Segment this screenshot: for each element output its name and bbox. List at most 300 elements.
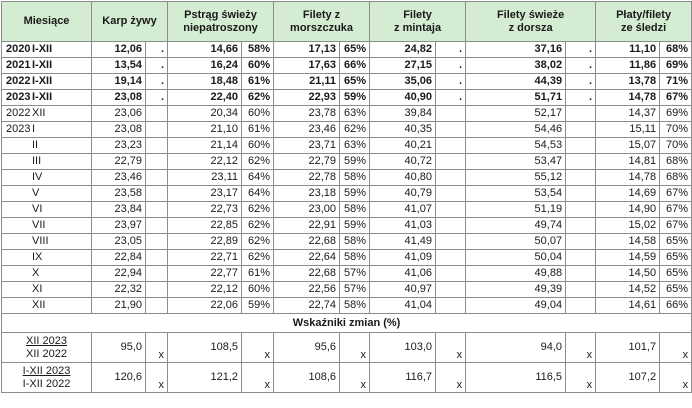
cod-price: 49,39 <box>466 282 566 298</box>
pollock-price: 41,49 <box>370 234 436 250</box>
pollock-mark <box>436 138 466 154</box>
table-row <box>2 106 692 122</box>
trout-change-index: 108,5 <box>168 333 242 363</box>
cod-mark: . <box>566 90 596 106</box>
hake-share: 66% <box>340 58 370 74</box>
herring-change-index: 107,2 <box>596 363 660 393</box>
pollock-price: 41,03 <box>370 218 436 234</box>
cod-price: 44,39 <box>466 74 566 90</box>
herring-price: 14,50 <box>596 266 660 282</box>
period-cell <box>2 298 92 314</box>
carp-mark: . <box>146 90 168 106</box>
period-cell <box>2 250 92 266</box>
carp-price: 19,14 <box>92 74 146 90</box>
herring-share: 67% <box>660 90 692 106</box>
hake-price: 23,46 <box>274 122 340 138</box>
month-label: XI <box>32 283 43 295</box>
pollock-mark <box>436 170 466 186</box>
year-label: 2023 <box>6 123 31 135</box>
trout-price: 22,06 <box>168 298 242 314</box>
hake-share: 65% <box>340 74 370 90</box>
cod-mark <box>566 218 596 234</box>
table-row <box>2 266 692 282</box>
trout-price: 14,66 <box>168 42 242 58</box>
pollock-price: 40,35 <box>370 122 436 138</box>
cod-price: 52,17 <box>466 106 566 122</box>
carp-price: 22,84 <box>92 250 146 266</box>
month-label: XII <box>32 299 46 311</box>
carp-mark: . <box>146 74 168 90</box>
carp-mark <box>146 218 168 234</box>
trout-price: 21,10 <box>168 122 242 138</box>
year-label: 2022 <box>6 107 31 119</box>
hake-price: 23,00 <box>274 202 340 218</box>
table-row <box>2 202 692 218</box>
trout-share: 62% <box>242 234 274 250</box>
herring-share: 67% <box>660 186 692 202</box>
change-row <box>2 333 692 363</box>
cod-price: 37,16 <box>466 42 566 58</box>
carp-change-index: 95,0 <box>92 333 146 363</box>
herring-price: 15,02 <box>596 218 660 234</box>
pollock-price: 41,07 <box>370 202 436 218</box>
herring-price: 14,58 <box>596 234 660 250</box>
carp-price: 23,23 <box>92 138 146 154</box>
trout-price: 22,40 <box>168 90 242 106</box>
table-row <box>2 186 692 202</box>
carp-price: 23,58 <box>92 186 146 202</box>
carp-mark <box>146 250 168 266</box>
herring-price: 11,10 <box>596 42 660 58</box>
cod-mark: . <box>566 74 596 90</box>
hake-price: 22,68 <box>274 234 340 250</box>
hake-price: 22,78 <box>274 170 340 186</box>
carp-change-x: x <box>146 363 168 393</box>
hake-share: 65% <box>340 42 370 58</box>
hake-change-index: 95,6 <box>274 333 340 363</box>
change-section-title: Wskaźniki zmian (%) <box>2 314 692 333</box>
hake-share: 59% <box>340 218 370 234</box>
herring-change-x: x <box>660 363 692 393</box>
pollock-price: 41,09 <box>370 250 436 266</box>
cod-mark <box>566 234 596 250</box>
header-row <box>2 2 692 42</box>
cod-price: 50,07 <box>466 234 566 250</box>
trout-share: 62% <box>242 202 274 218</box>
pollock-price: 40,90 <box>370 90 436 106</box>
herring-share: 65% <box>660 234 692 250</box>
pollock-price: 41,04 <box>370 298 436 314</box>
period-cell <box>2 154 92 170</box>
cod-mark <box>566 282 596 298</box>
hake-price: 22,68 <box>274 266 340 282</box>
trout-share: 62% <box>242 218 274 234</box>
carp-change-x: x <box>146 333 168 363</box>
carp-mark <box>146 122 168 138</box>
trout-price: 23,11 <box>168 170 242 186</box>
period-cell <box>2 58 92 74</box>
carp-price: 23,05 <box>92 234 146 250</box>
herring-price: 14,59 <box>596 250 660 266</box>
cod-price: 54,53 <box>466 138 566 154</box>
pollock-price: 40,80 <box>370 170 436 186</box>
pollock-price: 35,06 <box>370 74 436 90</box>
trout-share: 58% <box>242 42 274 58</box>
trout-price: 18,48 <box>168 74 242 90</box>
month-label: II <box>32 139 39 151</box>
change-row <box>2 363 692 393</box>
herring-share: 65% <box>660 282 692 298</box>
cod-mark <box>566 138 596 154</box>
month-label: X <box>32 267 40 279</box>
cod-change-x: x <box>566 363 596 393</box>
change-period-current: XII 2023 <box>26 334 67 347</box>
pollock-mark: . <box>436 42 466 58</box>
year-label: 2022 <box>6 75 31 87</box>
trout-price: 22,85 <box>168 218 242 234</box>
hake-change-x: x <box>340 363 370 393</box>
trout-price: 22,73 <box>168 202 242 218</box>
herring-price: 14,81 <box>596 154 660 170</box>
carp-price: 23,08 <box>92 90 146 106</box>
carp-mark <box>146 154 168 170</box>
carp-mark <box>146 202 168 218</box>
cod-change-x: x <box>566 333 596 363</box>
carp-mark <box>146 282 168 298</box>
period-cell <box>2 186 92 202</box>
cod-price: 53,47 <box>466 154 566 170</box>
trout-price: 23,17 <box>168 186 242 202</box>
herring-change-x: x <box>660 333 692 363</box>
pollock-mark <box>436 154 466 170</box>
trout-price: 22,12 <box>168 282 242 298</box>
month-label: V <box>32 187 40 199</box>
carp-mark <box>146 106 168 122</box>
hake-price: 21,11 <box>274 74 340 90</box>
pollock-mark <box>436 202 466 218</box>
herring-price: 15,11 <box>596 122 660 138</box>
trout-share: 60% <box>242 106 274 122</box>
trout-price: 20,34 <box>168 106 242 122</box>
cod-price: 55,12 <box>466 170 566 186</box>
month-label: III <box>32 155 42 167</box>
pollock-price: 40,72 <box>370 154 436 170</box>
trout-price: 22,12 <box>168 154 242 170</box>
month-label: VI <box>32 203 43 215</box>
table-row <box>2 234 692 250</box>
year-label: 2021 <box>6 59 31 71</box>
hake-share: 57% <box>340 282 370 298</box>
cod-price: 54,46 <box>466 122 566 138</box>
herring-share: 69% <box>660 106 692 122</box>
hake-price: 22,91 <box>274 218 340 234</box>
table-row <box>2 74 692 90</box>
trout-change-x: x <box>242 333 274 363</box>
table-row <box>2 170 692 186</box>
period-cell <box>2 138 92 154</box>
hake-share: 59% <box>340 186 370 202</box>
carp-mark <box>146 138 168 154</box>
table-row <box>2 42 692 58</box>
cod-price: 38,02 <box>466 58 566 74</box>
hake-price: 22,74 <box>274 298 340 314</box>
hake-price: 22,56 <box>274 282 340 298</box>
herring-price: 13,78 <box>596 74 660 90</box>
change-period-cell <box>2 333 92 363</box>
herring-share: 67% <box>660 202 692 218</box>
carp-price: 23,46 <box>92 170 146 186</box>
trout-share: 64% <box>242 170 274 186</box>
herring-share: 66% <box>660 298 692 314</box>
hake-price: 17,13 <box>274 42 340 58</box>
cod-change-index: 116,5 <box>466 363 566 393</box>
hake-share: 58% <box>340 250 370 266</box>
herring-price: 14,78 <box>596 170 660 186</box>
cod-mark <box>566 170 596 186</box>
header-pollock-fillets: Filety z mintaja <box>370 2 466 42</box>
trout-share: 61% <box>242 266 274 282</box>
table-row <box>2 90 692 106</box>
table-row <box>2 250 692 266</box>
herring-share: 68% <box>660 154 692 170</box>
carp-mark: . <box>146 42 168 58</box>
hake-price: 23,71 <box>274 138 340 154</box>
hake-share: 63% <box>340 138 370 154</box>
trout-share: 62% <box>242 250 274 266</box>
pollock-mark <box>436 298 466 314</box>
hake-share: 59% <box>340 154 370 170</box>
month-label: XII <box>32 107 46 119</box>
period-cell <box>2 218 92 234</box>
pollock-price: 39,84 <box>370 106 436 122</box>
pollock-change-index: 116,7 <box>370 363 436 393</box>
hake-price: 23,18 <box>274 186 340 202</box>
carp-price: 21,90 <box>92 298 146 314</box>
header-hake-fillets: Filety z morszczuka <box>274 2 370 42</box>
carp-price: 13,54 <box>92 58 146 74</box>
hake-share: 59% <box>340 90 370 106</box>
period-cell <box>2 266 92 282</box>
hake-price: 22,79 <box>274 154 340 170</box>
cod-mark <box>566 298 596 314</box>
trout-share: 61% <box>242 122 274 138</box>
herring-share: 67% <box>660 218 692 234</box>
month-label: I-XII <box>32 91 53 103</box>
pollock-mark <box>436 218 466 234</box>
header-herring-fillets: Płaty/filety ze śledzi <box>596 2 692 42</box>
herring-price: 14,37 <box>596 106 660 122</box>
trout-price: 22,71 <box>168 250 242 266</box>
herring-share: 70% <box>660 138 692 154</box>
cod-price: 53,54 <box>466 186 566 202</box>
period-cell <box>2 90 92 106</box>
period-cell <box>2 202 92 218</box>
cod-change-index: 94,0 <box>466 333 566 363</box>
cod-price: 49,88 <box>466 266 566 282</box>
cod-mark <box>566 122 596 138</box>
cod-price: 51,71 <box>466 90 566 106</box>
cod-mark <box>566 250 596 266</box>
trout-change-index: 121,2 <box>168 363 242 393</box>
pollock-price: 40,21 <box>370 138 436 154</box>
header-period: Miesiące <box>2 2 92 42</box>
trout-change-x: x <box>242 363 274 393</box>
carp-price: 22,79 <box>92 154 146 170</box>
month-label: I-XII <box>32 75 53 87</box>
cod-price: 50,04 <box>466 250 566 266</box>
cod-price: 49,74 <box>466 218 566 234</box>
hake-share: 58% <box>340 298 370 314</box>
cod-mark <box>566 186 596 202</box>
hake-price: 17,63 <box>274 58 340 74</box>
header-trout: Pstrąg świeży niepatroszony <box>168 2 274 42</box>
hake-share: 63% <box>340 106 370 122</box>
pollock-mark <box>436 186 466 202</box>
pollock-mark <box>436 250 466 266</box>
pollock-mark <box>436 266 466 282</box>
period-cell <box>2 234 92 250</box>
herring-share: 70% <box>660 122 692 138</box>
table-row <box>2 218 692 234</box>
cod-mark: . <box>566 42 596 58</box>
carp-mark <box>146 186 168 202</box>
carp-price: 23,06 <box>92 106 146 122</box>
trout-share: 64% <box>242 186 274 202</box>
month-label: I-XII <box>32 59 53 71</box>
carp-mark <box>146 298 168 314</box>
pollock-mark: . <box>436 90 466 106</box>
pollock-mark <box>436 122 466 138</box>
hake-price: 22,93 <box>274 90 340 106</box>
carp-price: 23,97 <box>92 218 146 234</box>
carp-change-index: 120,6 <box>92 363 146 393</box>
cod-mark <box>566 106 596 122</box>
change-section-header <box>2 314 692 333</box>
hake-share: 57% <box>340 266 370 282</box>
trout-share: 60% <box>242 58 274 74</box>
pollock-price: 40,79 <box>370 186 436 202</box>
cod-mark <box>566 202 596 218</box>
herring-price: 14,90 <box>596 202 660 218</box>
cod-mark: . <box>566 58 596 74</box>
table-row <box>2 122 692 138</box>
pollock-mark: . <box>436 58 466 74</box>
pollock-change-x: x <box>436 363 466 393</box>
period-cell <box>2 74 92 90</box>
carp-price: 23,08 <box>92 122 146 138</box>
change-period-current: I-XII 2023 <box>22 364 71 377</box>
herring-change-index: 101,7 <box>596 333 660 363</box>
header-carp: Karp żywy <box>92 2 168 42</box>
change-period-base: XII 2022 <box>26 347 67 360</box>
herring-price: 14,61 <box>596 298 660 314</box>
period-cell <box>2 106 92 122</box>
carp-price: 23,84 <box>92 202 146 218</box>
month-label: VII <box>32 219 46 231</box>
hake-price: 22,64 <box>274 250 340 266</box>
month-label: I <box>32 123 36 135</box>
hake-share: 62% <box>340 122 370 138</box>
trout-price: 22,89 <box>168 234 242 250</box>
hake-share: 58% <box>340 170 370 186</box>
herring-share: 65% <box>660 250 692 266</box>
herring-price: 15,07 <box>596 138 660 154</box>
pollock-price: 24,82 <box>370 42 436 58</box>
pollock-mark <box>436 282 466 298</box>
period-cell <box>2 282 92 298</box>
herring-price: 11,86 <box>596 58 660 74</box>
herring-share: 65% <box>660 266 692 282</box>
hake-change-x: x <box>340 333 370 363</box>
carp-mark: . <box>146 58 168 74</box>
cod-mark <box>566 154 596 170</box>
hake-share: 58% <box>340 202 370 218</box>
hake-change-index: 108,6 <box>274 363 340 393</box>
trout-share: 62% <box>242 154 274 170</box>
carp-mark <box>146 266 168 282</box>
carp-price: 22,32 <box>92 282 146 298</box>
period-cell <box>2 170 92 186</box>
fish-price-table <box>1 1 692 393</box>
herring-share: 68% <box>660 170 692 186</box>
trout-share: 62% <box>242 90 274 106</box>
change-period-cell <box>2 363 92 393</box>
pollock-price: 27,15 <box>370 58 436 74</box>
month-label: IX <box>32 251 43 263</box>
pollock-price: 40,97 <box>370 282 436 298</box>
month-label: IV <box>32 171 43 183</box>
cod-price: 51,19 <box>466 202 566 218</box>
year-label: 2020 <box>6 43 31 55</box>
year-label: 2023 <box>6 91 31 103</box>
trout-price: 21,14 <box>168 138 242 154</box>
cod-mark <box>566 266 596 282</box>
pollock-mark <box>436 234 466 250</box>
carp-mark <box>146 170 168 186</box>
period-cell <box>2 122 92 138</box>
table-row <box>2 58 692 74</box>
trout-share: 60% <box>242 138 274 154</box>
trout-share: 61% <box>242 74 274 90</box>
pollock-mark: . <box>436 74 466 90</box>
trout-share: 59% <box>242 298 274 314</box>
pollock-change-index: 103,0 <box>370 333 436 363</box>
hake-share: 58% <box>340 234 370 250</box>
carp-mark <box>146 234 168 250</box>
herring-share: 68% <box>660 42 692 58</box>
table-row <box>2 298 692 314</box>
period-cell <box>2 42 92 58</box>
table-row <box>2 138 692 154</box>
header-cod-fillets: Filety świeże z dorsza <box>466 2 596 42</box>
trout-price: 22,77 <box>168 266 242 282</box>
carp-price: 22,94 <box>92 266 146 282</box>
pollock-price: 41,06 <box>370 266 436 282</box>
pollock-mark <box>436 106 466 122</box>
herring-price: 14,52 <box>596 282 660 298</box>
trout-price: 16,24 <box>168 58 242 74</box>
herring-price: 14,69 <box>596 186 660 202</box>
month-label: VIII <box>32 235 49 247</box>
carp-price: 12,06 <box>92 42 146 58</box>
table-row <box>2 282 692 298</box>
hake-price: 23,78 <box>274 106 340 122</box>
herring-price: 14,78 <box>596 90 660 106</box>
herring-share: 71% <box>660 74 692 90</box>
month-label: I-XII <box>32 43 53 55</box>
table-row <box>2 154 692 170</box>
pollock-change-x: x <box>436 333 466 363</box>
